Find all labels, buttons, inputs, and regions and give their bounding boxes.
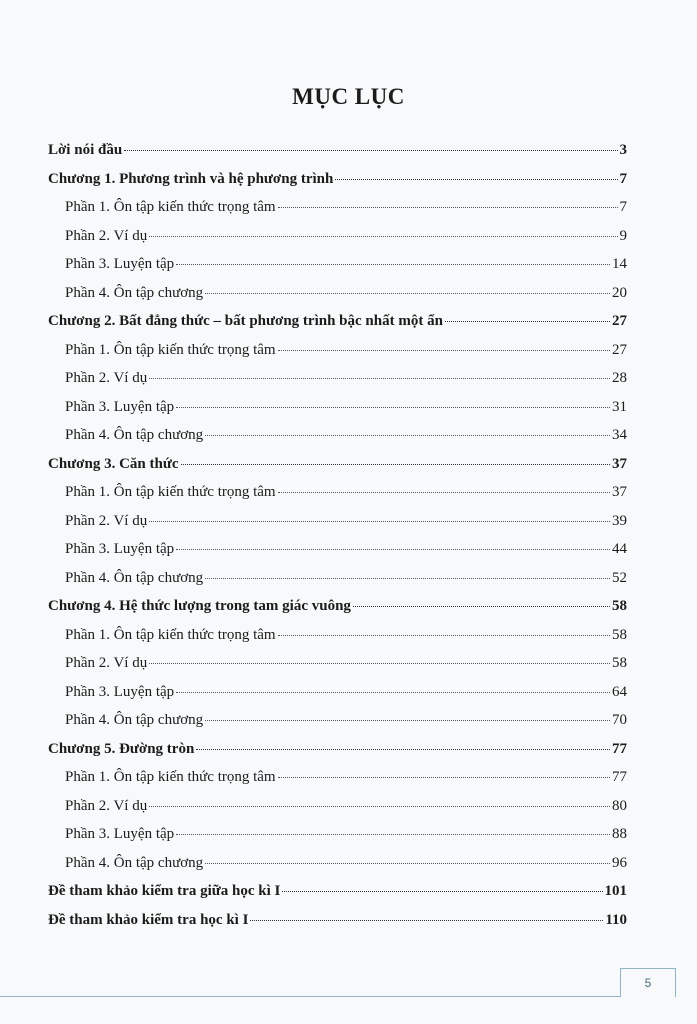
toc-entry-label: Phần 4. Ôn tập chương [65, 854, 204, 871]
toc-section-entry [48, 570, 627, 599]
dot-leader [149, 805, 610, 807]
toc-entry-label: Phần 2. Ví dụ [65, 227, 148, 244]
toc-section-entry [48, 399, 627, 428]
dot-leader [205, 434, 610, 436]
toc-entry-page: 7 [619, 170, 627, 187]
toc-entry-label: Phần 3. Luyện tập [65, 683, 175, 700]
dot-leader [250, 919, 603, 921]
toc-chapter-entry [48, 598, 627, 627]
page-number: 5 [620, 968, 676, 997]
toc-entry-page: 64 [612, 683, 627, 700]
toc-entry-label: Phần 1. Ôn tập kiến thức trọng tâm [65, 341, 276, 358]
toc-entry-page: 20 [612, 284, 627, 301]
dot-leader [176, 691, 610, 693]
toc-chapter-entry [48, 142, 627, 171]
toc-entry-page: 37 [612, 484, 627, 500]
toc-entry-label: Chương 3. Căn thức [48, 455, 179, 472]
toc-entry-label: Phần 3. Luyện tập [65, 826, 175, 842]
toc-entry-page: 39 [612, 512, 627, 529]
toc-section-entry [48, 826, 627, 855]
toc-entry-label: Phần 4. Ôn tập chương [65, 712, 204, 728]
toc-chapter-entry [48, 313, 627, 342]
toc-entry-label: Phần 1. Ôn tập kiến thức trọng tâm [65, 626, 276, 643]
toc-section-entry [48, 769, 627, 798]
toc-section-entry [48, 513, 627, 542]
dot-leader [181, 463, 611, 465]
toc-entry-page: 58 [612, 626, 627, 643]
toc-entry-label: Phần 2. Ví dụ [65, 370, 148, 386]
dot-leader [149, 377, 610, 379]
dot-leader [196, 748, 610, 750]
toc-entry-page: 37 [612, 455, 627, 472]
dot-leader [278, 491, 610, 493]
toc-section-entry [48, 484, 627, 513]
toc-section-entry [48, 228, 627, 257]
toc-entry-label: Đề tham khảo kiểm tra giữa học kì I [48, 883, 281, 899]
toc-chapter-entry [48, 171, 627, 200]
dot-leader [335, 178, 617, 180]
toc-section-entry [48, 199, 627, 228]
dot-leader [282, 890, 602, 892]
toc-section-entry [48, 370, 627, 399]
toc-entry-page: 9 [619, 227, 627, 244]
toc-section-entry [48, 855, 627, 884]
toc-entry-page: 14 [612, 256, 627, 272]
dot-leader [124, 149, 617, 151]
toc-entry-label: Chương 5. Đường tròn [48, 740, 195, 757]
toc-entry-page: 96 [612, 854, 627, 871]
dot-leader [149, 662, 610, 664]
toc-entry-page: 34 [612, 427, 627, 443]
toc-entry-page: 27 [612, 341, 627, 358]
dot-leader [205, 577, 610, 579]
footer-rule [0, 996, 620, 997]
toc-entry-page: 77 [612, 740, 627, 757]
toc-entry-page: 88 [612, 826, 627, 842]
toc-entry-label: Phần 2. Ví dụ [65, 512, 148, 529]
toc-entry-page: 44 [612, 541, 627, 557]
dot-leader [278, 206, 618, 208]
toc-entry-label: Lời nói đầu [48, 142, 123, 158]
toc-section-entry [48, 285, 627, 314]
toc-entry-page: 80 [612, 797, 627, 814]
toc-entry-label: Chương 2. Bất đẳng thức – bất phương trình bậc nhất một ẩn [48, 313, 443, 329]
dot-leader [176, 406, 610, 408]
toc-entry-page: 110 [605, 911, 627, 928]
table-of-contents [48, 142, 627, 940]
toc-entry-label: Phần 1. Ôn tập kiến thức trọng tâm [65, 769, 276, 785]
toc-entry-label: Phần 2. Ví dụ [65, 655, 148, 671]
toc-chapter-entry [48, 456, 627, 485]
toc-entry-page: 3 [619, 142, 627, 158]
toc-chapter-entry [48, 741, 627, 770]
dot-leader [149, 235, 617, 237]
toc-entry-page: 7 [619, 199, 627, 215]
toc-entry-page: 101 [604, 883, 627, 899]
toc-entry-label: Phần 4. Ôn tập chương [65, 569, 204, 586]
toc-section-entry [48, 798, 627, 827]
toc-entry-label: Đề tham khảo kiểm tra học kì I [48, 911, 249, 928]
toc-entry-page: 58 [612, 598, 627, 614]
toc-section-entry [48, 684, 627, 713]
toc-entry-label: Phần 4. Ôn tập chương [65, 427, 204, 443]
toc-entry-page: 27 [612, 313, 627, 329]
toc-entry-page: 28 [612, 370, 627, 386]
toc-entry-page: 52 [612, 569, 627, 586]
dot-leader [205, 862, 610, 864]
dot-leader [176, 833, 610, 835]
toc-entry-label: Phần 3. Luyện tập [65, 541, 175, 557]
toc-entry-label: Phần 4. Ôn tập chương [65, 284, 204, 301]
toc-chapter-entry [48, 883, 627, 912]
toc-entry-page: 58 [612, 655, 627, 671]
toc-entry-page: 77 [612, 769, 627, 785]
toc-section-entry [48, 655, 627, 684]
toc-entry-label: Chương 4. Hệ thức lượng trong tam giác vuông [48, 598, 351, 614]
toc-entry-label: Chương 1. Phương trình và hệ phương trình [48, 170, 334, 187]
toc-entry-label: Phần 3. Luyện tập [65, 398, 175, 415]
dot-leader [205, 719, 610, 721]
toc-entry-label: Phần 1. Ôn tập kiến thức trọng tâm [65, 199, 276, 215]
toc-section-entry [48, 541, 627, 570]
dot-leader [176, 263, 610, 265]
toc-entry-page: 31 [612, 398, 627, 415]
page-title: MỤC LỤC [292, 84, 405, 109]
toc-entry-page: 70 [612, 712, 627, 728]
dot-leader [353, 605, 610, 607]
toc-section-entry [48, 427, 627, 456]
toc-section-entry [48, 627, 627, 656]
toc-entry-label: Phần 3. Luyện tập [65, 256, 175, 272]
toc-entry-label: Phần 2. Ví dụ [65, 797, 148, 814]
dot-leader [445, 320, 610, 322]
dot-leader [278, 349, 610, 351]
toc-section-entry [48, 342, 627, 371]
toc-chapter-entry [48, 912, 627, 941]
dot-leader [278, 776, 610, 778]
toc-section-entry [48, 256, 627, 285]
toc-entry-label: Phần 1. Ôn tập kiến thức trọng tâm [65, 484, 276, 500]
dot-leader [149, 520, 610, 522]
dot-leader [176, 548, 610, 550]
dot-leader [205, 292, 610, 294]
toc-section-entry [48, 712, 627, 741]
dot-leader [278, 634, 610, 636]
